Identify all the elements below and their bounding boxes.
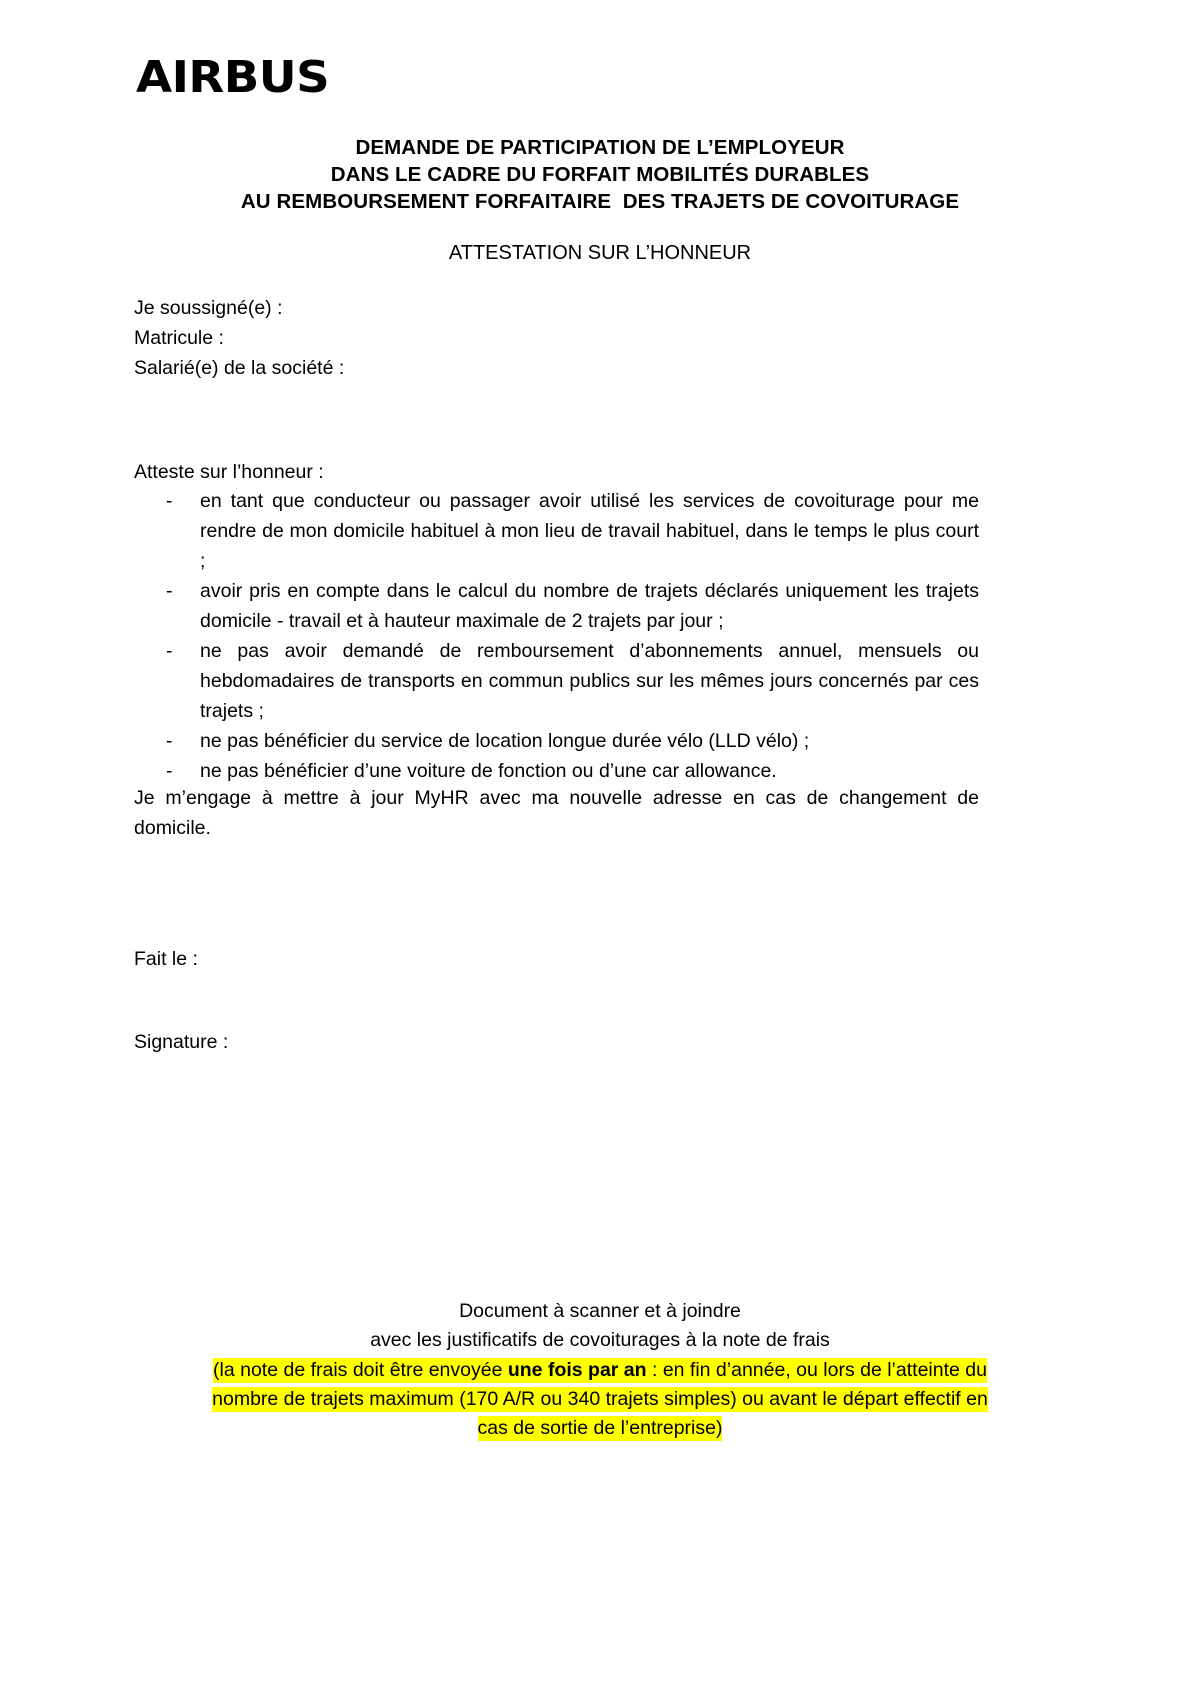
- list-item: [134, 756, 979, 786]
- footer-line-1: Document à scanner et à joindre: [459, 1300, 741, 1322]
- title-line-2: DANS LE CADRE DU FORFAIT MOBILITÉS DURABLES: [330, 163, 870, 186]
- footer-hl-line3: cas de sortie de l’entreprise): [477, 1417, 723, 1439]
- title-line-3: AU REMBOURSEMENT FORFAITAIRE DES TRAJETS DE COVOITURAGE: [240, 190, 960, 213]
- airbus-logo: [136, 52, 330, 103]
- footer-line-2: avec les justificatifs de covoiturages à la note de frais: [370, 1329, 830, 1351]
- title-line-1: DEMANDE DE PARTICIPATION DE L’EMPLOYEUR: [355, 136, 845, 159]
- airbus-wordmark-icon: AIRBUS: [136, 52, 330, 103]
- field-matricule: Matricule :: [134, 327, 224, 349]
- field-societe: Salarié(e) de la société :: [134, 357, 345, 379]
- list-item: [134, 726, 979, 756]
- attestation-intro: Atteste sur l’honneur :: [134, 461, 324, 483]
- list-item-label: ne pas bénéficier du service de location longue durée vélo (LLD vélo) ;: [200, 730, 810, 752]
- footer-highlight-line-1: [0, 1356, 1200, 1385]
- list-item-label: avoir pris en compte dans le calcul du nombre de trajets déclarés uniquement les trajets domicile - travail et à hauteur maximale de 2 trajets par jour ;: [200, 580, 979, 632]
- bullet-marker-icon: -: [166, 730, 173, 752]
- field-fait-le: Fait le :: [134, 948, 198, 970]
- attestation-list: [134, 486, 979, 786]
- footer-hl-line2: nombre de trajets maximum (170 A/R ou 340 trajets simples) ou avant le départ effectif en: [212, 1388, 988, 1410]
- footer-hl-part2: : en fin d’année, ou lors de l’atteinte du: [646, 1359, 987, 1381]
- document-subtitle: ATTESTATION SUR L’HONNEUR: [448, 242, 752, 264]
- footer-hl-bold: une fois par an: [507, 1359, 647, 1381]
- list-item: [134, 636, 979, 726]
- bullet-marker-icon: -: [166, 580, 173, 602]
- engagement-paragraph: Je m’engage à mettre à jour MyHR avec ma nouvelle adresse en cas de changement de domicile.: [134, 787, 979, 839]
- bullet-marker-icon: -: [166, 490, 173, 512]
- footer-highlight-line-3: [0, 1414, 1200, 1443]
- field-signature: Signature :: [134, 1031, 229, 1053]
- identification-block: [134, 293, 834, 383]
- list-item: [134, 486, 979, 576]
- list-item-label: ne pas bénéficier d’une voiture de fonction ou d’une car allowance.: [200, 760, 777, 782]
- field-soussigne: Je soussigné(e) :: [134, 297, 283, 319]
- footer-highlight-block: [0, 1356, 1200, 1443]
- list-item-label: ne pas avoir demandé de remboursement d’abonnements annuel, mensuels ou hebdomadaires de transports en commun publics sur les mêmes jours concernés par ces trajets ;: [200, 640, 979, 722]
- bullet-marker-icon: -: [166, 760, 173, 782]
- bullet-marker-icon: -: [166, 640, 173, 662]
- footer-highlight-line-2: [0, 1385, 1200, 1414]
- list-item: [134, 576, 979, 636]
- document-title: [0, 134, 1200, 215]
- document-footer: [0, 1297, 1200, 1443]
- footer-hl-part1: (la note de frais doit être envoyée: [213, 1359, 508, 1381]
- list-item-label: en tant que conducteur ou passager avoir utilisé les services de covoiturage pour me rendre de mon domicile habituel à mon lieu de travail habituel, dans le temps le plus court ;: [200, 490, 979, 572]
